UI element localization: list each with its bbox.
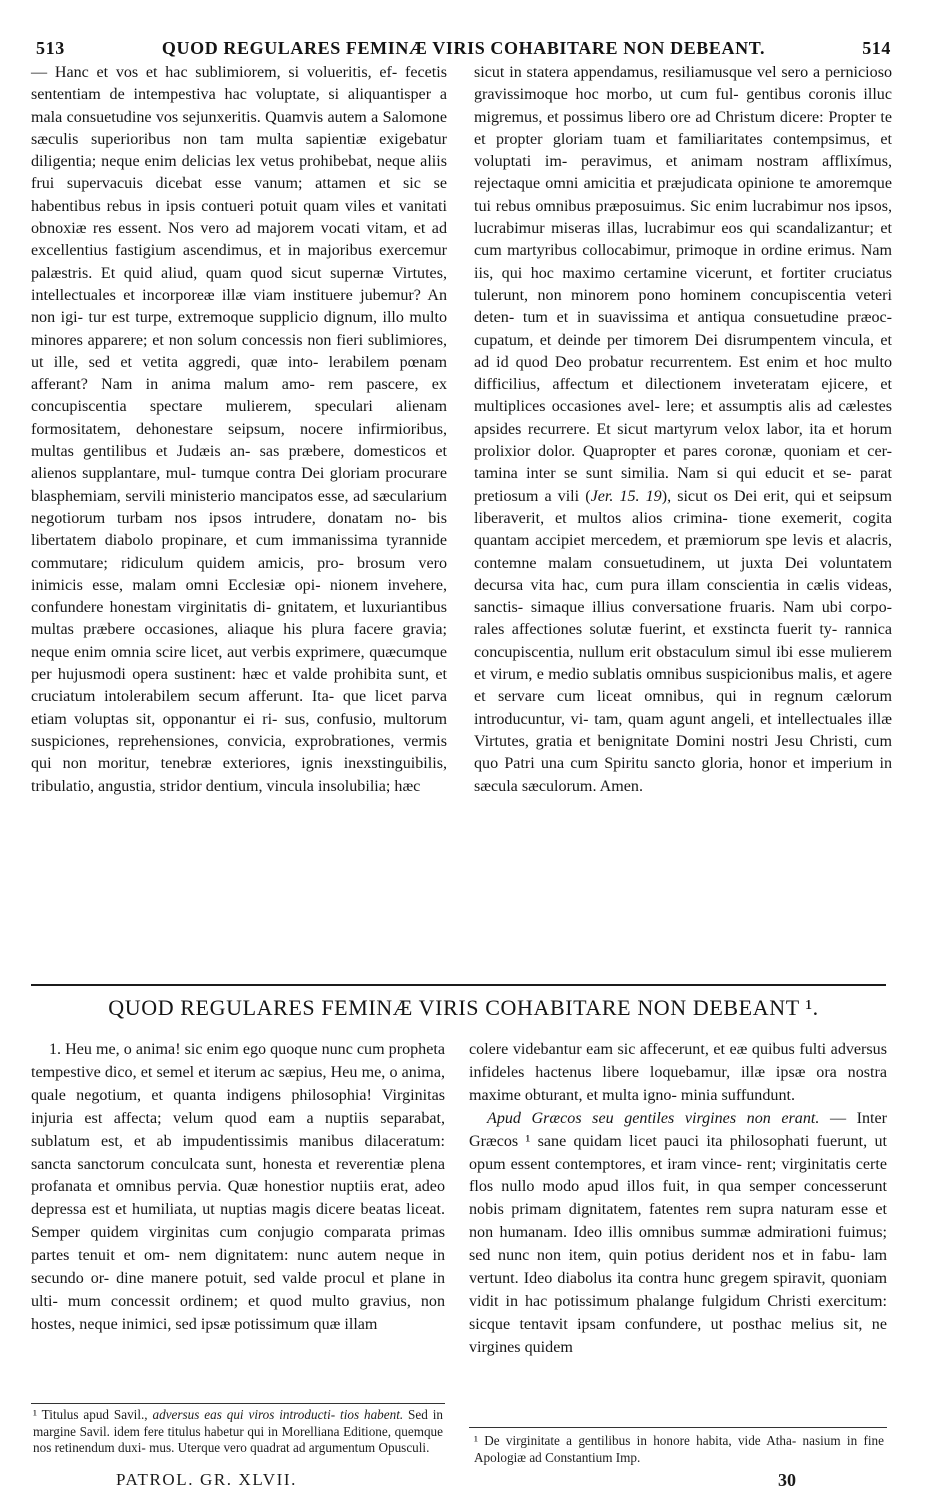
footnote-rule-right bbox=[469, 1427, 887, 1428]
lower-right-column bbox=[469, 1039, 887, 1360]
footnote-right: ¹ De virginitate a gentilibus in honore habita, vide Atha- nasium in fine Apologiæ ad Constantium Imp. bbox=[474, 1433, 884, 1465]
footnote-left-text-b: Sed in margine Savil. idem fere titulus habetur qui in Morelliana Editione, quemque nos retinendum duxi- mus. Uterque vero quadrat ad argumentum Opusculi. bbox=[33, 1407, 443, 1455]
footnote-left bbox=[33, 1407, 443, 1457]
upper-left-text: — Hanc et vos et hac sublimiorem, si volueritis, ef- fecetis sententiam de intempestiva hac voluptate, si aliquantisper a mala consuetudine vos sejunxeritis. Quamvis autem a Salomone sæculis superioribus non tam multa sapientiæ exigebatur diligentia; neque enim delicias lex vetus prohibebat, neque aliis frui supervacuis dicebat esse vanum; attamen et sic se habentibus rebus in ipsis contueri potuit quam viles et vanitati obnoxiæ res essent. Nos vero ad majorem vocati vitam, et ad excellentius fastigium ascendimus, et in majoribus exercemur palæstris. Et quid aliud, quam quod sicut supernæ Virtutes, intellectuales et incorporeæ illæ viam instituere jubemur? An non igi- tur est turpe, extremoque supplicio dignum, illo multo minores apparere; et non solum concessis non fieri sublimiores, ut ille, sed et vetita aggredi, quæ into- lerabilem pœnam afferant? Nam in anima malum amo- rem pascere, ex concupiscentia spectare mulierem, speculari alienam formositatem, dehonestare seipsum, nocere infirmioribus, multas gentilibus et Judæis an- sas præbere, domesticos et alienos supplantare, mul- tumque contra Dei gloriam procurare blasphemiam, servili ministerio mancipatos esse, ad sæcularium negotiorum turbam nos ipsos intrudere, donatam no- bis libertatem diabolo propinare, et cum immanissima tyrannide commutare; ridiculum quidem amicis, pro- brosum vero inimicis esse, malam omni Ecclesiæ opi- nionem invehere, confundere honestam virginitatis di- gnitatem, et luxuriantibus multas præbere occasiones, aliaque his plura facere gravia; neque enim omnia scire licet, aut verbis exprimere, quæcumque per hujusmodi opera sustinent: hæc et valde prohibita sunt, et cruciatum intolerabilem secum afferunt. Ita- que licet parva etiam voluptas sit, opponantur ei ri- sus, confusio, multorum suspiciones, reprehensiones, convicia, exprobrationes, vermis qui non moritur, tenebræ exteriores, ignis inexstinguibilis, tribulatio, angustia, stridor dentium, vincula insolubilia; hæc bbox=[31, 64, 447, 795]
sheet-number: 30 bbox=[778, 1470, 796, 1490]
section-divider bbox=[31, 984, 886, 986]
printer-signature: PATROL. GR. XLVII. bbox=[116, 1470, 298, 1489]
upper-right-paragraph bbox=[474, 62, 892, 798]
footnote-left-italic: adversus eas qui viros introducti- tios habent. bbox=[152, 1407, 404, 1422]
lower-right-paragraph-1: colere videbantur eam sic affecerunt, et eæ quibus fulti adversus infideles hactenus libere loquebamur, illæ ipsæ ora nostra maxime obturant, et multa igno- minia suffundunt. bbox=[469, 1041, 887, 1104]
upper-right-column bbox=[474, 62, 892, 798]
lower-left-text: 1. Heu me, o anima! sic enim ego quoque nunc cum propheta tempestive dico, et semel et iterum ac sæpius, Heu me, o anima, quale negotium, et quanta indigens philosophia! Virginitas injuria est affecta; velum quod eam a nuptiis separabat, sublatum est, et ab impudentissimis manibus dilaceratum: sancta sanctorum conculcata sunt, honesta et reverentiæ plena profanata et omnibus pervia. Quæ honestior nuptiis erat, adeo depressa est et humiliata, ut nuptias magis dicere beatas liceat. Semper quidem virginitas cum conjugio comparata primas partes tenuit et om- nem dignitatem: nunc autem neque in secundo or- dine manere potuit, sed valde procul et plane in ulti- mum concessit ordinem; et quod multo gravius, non hostes, neque inimici, sed ipsæ potissimum quæ illam bbox=[31, 1041, 445, 1333]
upper-left-column bbox=[31, 62, 447, 798]
upper-right-text-b: ), sicut os Dei erit, qui et seipsum liberaverit, et multos alios crimina- tione exemerit, cogita quantam accipiet mercedem, et præmiorum spe levis et alacris, contemne malam consuetudinem, ut juxta Dei voluntatem decursa vita hac, cum pura illam conscientia in cælis videas, sanctis- simaque illius conversatione fruaris. Nam ubi corpo- rales affectiones solutæ fuerint, et exstincta fuerit ty- rannica concupiscentia, nullum erit obstaculum simul ibi esse mulierem et virum, e medio sublatis omnibus suspicionibus malis, et agere et servare cum liceat omnibus, qui in regnum cælorum introducuntur, vi- tam, quam agunt angeli, et intellectuales illæ Virtutes, gratia et benignitate Domini nostri Jesu Christi, cum quo Patri una cum Spiritu sancto gloria, honor et imperium in sæcula sæculorum. Amen. bbox=[474, 487, 893, 795]
lower-right-paragraph-2 bbox=[469, 1108, 887, 1360]
section-title: QUOD REGULARES FEMINÆ VIRIS COHABITARE NON DEBEANT ¹. bbox=[108, 995, 819, 1020]
page-number-left: 513 bbox=[36, 38, 65, 58]
lower-right-text: — Inter Græcos ¹ sane quidam licet pauci ita philosophati fuerunt, ut opum essent contemptores, et iram vince- rent; virginitatis certe flos nullo modo apud illos fuit, in qua semper concesserunt nobis primam dignitatem, fatentes rem supra naturam esse et non humanam. Ideo illis omnibus summæ admirationi fuimus; sed nunc non item, quin potius derident nos et in fabu- lam vertunt. Ideo diabolus ita contra hunc gregem spiravit, quoniam vidit in hac potissimum phalange fulgidum Christi exercitum: sicque tentavit ipsam confundere, ut posthac melius sit, ne virgines quidem bbox=[469, 1109, 887, 1356]
page-number-right: 514 bbox=[862, 38, 891, 58]
footnote-rule-left bbox=[31, 1403, 445, 1404]
scripture-reference: Jer. 15. 19 bbox=[590, 487, 662, 505]
lower-left-column bbox=[31, 1039, 445, 1337]
running-title: QUOD REGULARES FEMINÆ VIRIS COHABITARE NON DEBEANT. bbox=[161, 38, 766, 58]
upper-right-text-a: sicut in statera appendamus, resiliamusque vel sero a pernicioso gravissimoque hoc morbo, ut cum ful- gentibus coronis illuc migremus, et possimus libero ore ad Christum dicere: Propter te et propter gloriam tuam et familiaritates contempsimus, et voluptati im- peravimus, et animam nostram afflixímus, rejectaque omni amicitia et præjudicata opinione te amoremque tui rebus omnibus præposuimus. Sic enim lucrabimur nos ipsos, lucrabimur miseras illas, lucrabimur eos qui scandalizantur; et cum martyribus collocabimur, primoque in ordine erimus. Nam iis, qui hoc maximo certamine vicerunt, et fortiter cruciatus tulerunt, non minorem pono hominem concupiscentia veteri deten- tum et in suavissima et antiqua consuetudine præoc- cupatum, et deinde per timorem Dei disrumpentem vincula, et ad id quod Deo probatur recurrentem. Est enim et hoc multo difficilius, affectum et dilectionem inveteratam ejicere, et multiplices occasiones avel- lere; et assumptis alis ad cælestes apsides recurrere. Et sicut martyrum velox labor, ita et horum prolixior dolor. Quapropter et pares coronæ, quoniam et cer- tamina inter se sunt similia. Nam si qui educit et se- parat pretiosum a vili ( bbox=[474, 64, 892, 505]
running-head bbox=[30, 38, 897, 60]
footnote-left-text-a: ¹ Titulus apud Savil., bbox=[33, 1407, 153, 1422]
paragraph-heading: Apud Græcos seu gentiles virgines non erant. bbox=[487, 1109, 820, 1127]
